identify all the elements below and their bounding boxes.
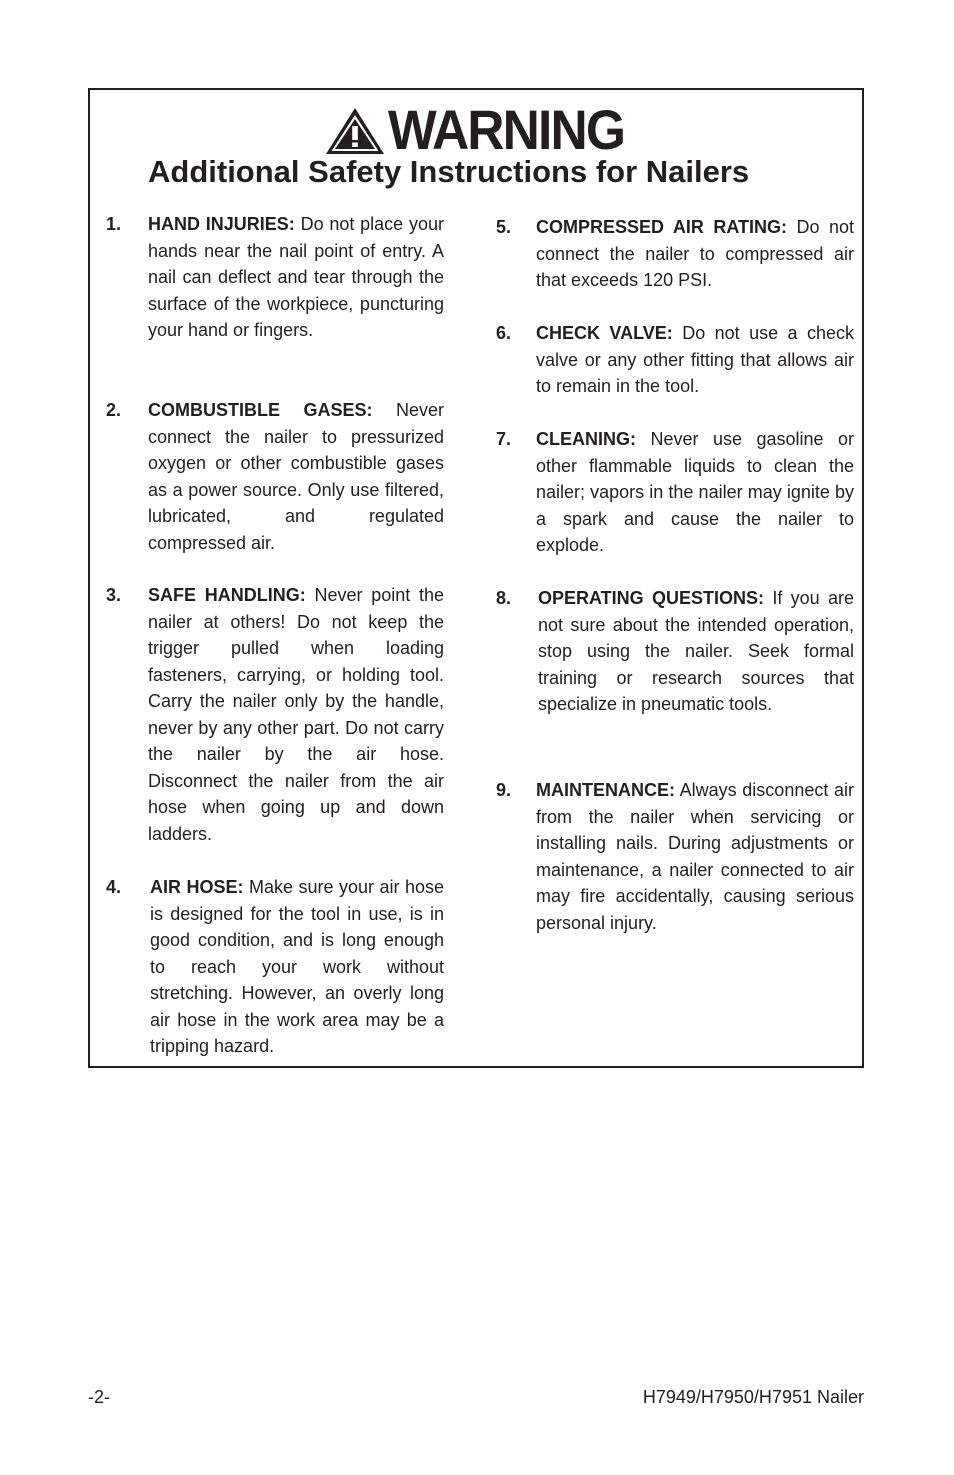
item-number: 7. <box>496 429 512 449</box>
item-body: Do not connect the nailer to compressed air that exceeds 120 PSI. <box>536 217 854 290</box>
item-number: 2. <box>106 400 122 420</box>
list-item <box>496 585 854 718</box>
item-lead: CLEANING: <box>536 429 636 449</box>
item-number: 6. <box>496 323 512 343</box>
item-text <box>536 777 854 936</box>
page-number: -2- <box>88 1387 110 1407</box>
item-text <box>150 874 444 1060</box>
item-text <box>536 320 854 400</box>
item-number: 5. <box>496 217 512 237</box>
model-label: H7949/H7950/H7951 Nailer <box>642 1387 864 1407</box>
item-body: Always disconnect air from the nailer when servicing or installing nails. During adjustments or maintenance, a nailer connected to air may fire accidentally, causing serious personal injury. <box>536 780 854 933</box>
item-lead: MAINTENANCE: <box>536 780 675 800</box>
list-item <box>106 211 444 344</box>
list-item <box>106 874 444 1060</box>
item-number: 9. <box>496 780 512 800</box>
item-body: Make sure your air hose is designed for the tool in use, is in good condition, and is long enough to reach your work without stretching. However, an overly long air hose in the work area may be a tripping hazard. <box>150 877 444 1056</box>
item-lead: HAND INJURIES: <box>148 214 295 234</box>
item-text <box>538 585 854 718</box>
item-lead: COMPRESSED AIR RATING: <box>536 217 787 237</box>
item-number: 1. <box>106 214 122 234</box>
item-text <box>148 582 444 847</box>
item-lead: COMBUSTIBLE GASES: <box>148 400 373 420</box>
item-lead: CHECK VALVE: <box>536 323 673 343</box>
list-item <box>496 214 854 294</box>
item-text <box>148 211 444 344</box>
item-text <box>148 397 444 556</box>
item-body: Do not use a check valve or any other fitting that allows air to remain in the tool. <box>536 323 854 396</box>
item-number: 8. <box>496 588 512 608</box>
item-text <box>536 214 854 294</box>
item-body: Never use gasoline or other flammable liquids to clean the nailer; vapors in the nailer may ignite by a spark and cause the nailer to explode. <box>536 429 854 555</box>
warning-header <box>90 98 862 161</box>
warning-title: WARNING <box>387 98 624 161</box>
item-body: Never point the nailer at others! Do not keep the trigger pulled when loading fasteners, carrying, or holding tool. Carry the nailer only by the handle, never by any other part. Do not carry the nailer by the air hose. Disconnect the nailer from the air hose when going up and down ladders. <box>148 585 444 844</box>
item-text <box>536 426 854 559</box>
list-item <box>496 320 854 400</box>
list-item <box>106 582 444 847</box>
page-subtitle: Additional Safety Instructions for Nailers <box>148 154 750 189</box>
item-lead: OPERATING QUESTIONS: <box>538 588 764 608</box>
warning-triangle-icon <box>324 106 386 156</box>
item-number: 3. <box>106 585 122 605</box>
list-item <box>496 777 854 936</box>
item-lead: SAFE HANDLING: <box>148 585 306 605</box>
item-body: Do not place your hands near the nail point of entry. A nail can deflect and tear through the surface of the workpiece, puncturing your hand or fingers. <box>148 214 444 340</box>
warning-box <box>88 88 864 1068</box>
list-item <box>496 426 854 559</box>
item-body: If you are not sure about the intended operation, stop using the nailer. Seek formal training or research sources that specialize in pneumatic tools. <box>538 588 854 714</box>
list-item <box>106 397 444 556</box>
item-body: Never connect the nailer to pressurized oxygen or other combustible gases as a power source. Only use filtered, lubricated, and regulated compressed air. <box>148 400 444 553</box>
item-number: 4. <box>106 877 122 897</box>
item-lead: AIR HOSE: <box>150 877 244 897</box>
